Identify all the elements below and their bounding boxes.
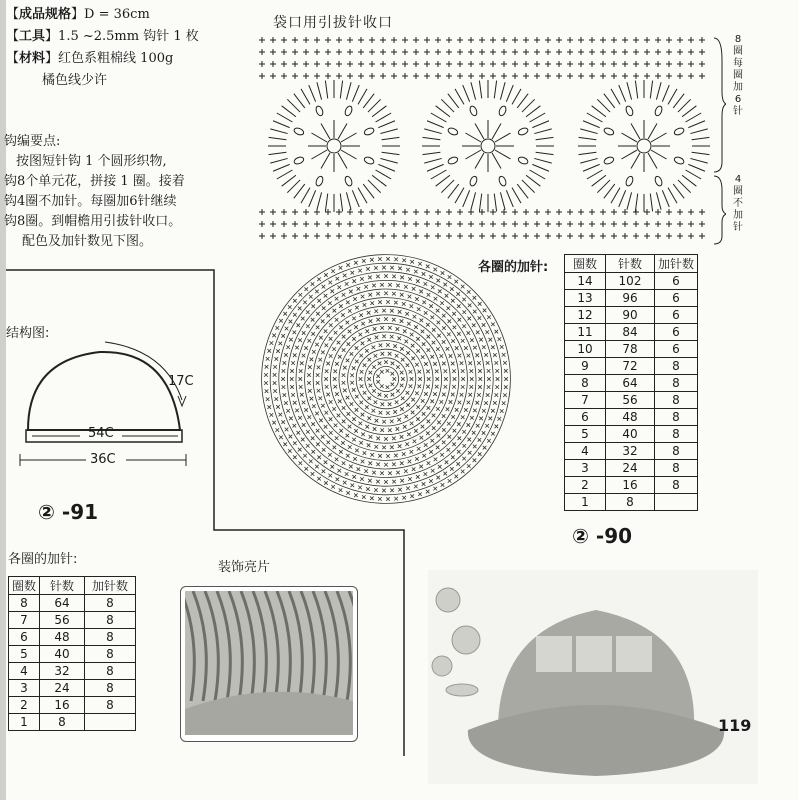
table-cell: 4	[565, 443, 606, 460]
table-row	[565, 307, 698, 324]
table-cell: 40	[40, 646, 85, 663]
table-cell: 5	[9, 646, 40, 663]
table-cell: 8	[85, 595, 136, 612]
table-cell: 8	[40, 714, 85, 731]
table-cell: 2	[9, 697, 40, 714]
table-row	[565, 460, 698, 477]
table-cell: 6	[565, 409, 606, 426]
table-cell: 24	[606, 460, 655, 477]
table-cell: 8	[85, 697, 136, 714]
table-row	[9, 680, 136, 697]
page-number: 119	[718, 716, 752, 735]
table-cell: 8	[85, 612, 136, 629]
table-cell: 8	[85, 680, 136, 697]
table-row	[565, 477, 698, 494]
project-number-91: ② -91	[38, 500, 99, 524]
hat-structure-diagram	[10, 330, 210, 470]
spec-material-extra: 橘色线少许	[42, 73, 108, 88]
label-4-rounds: 4圈不加针	[733, 174, 743, 233]
left-increase-table	[8, 576, 136, 731]
col-stitches: 针数	[40, 577, 85, 595]
table-row	[9, 629, 136, 646]
notes-line: 钩8个单元花，拼接 1 圈。接着	[4, 174, 185, 189]
hat-photo	[428, 570, 758, 784]
right-increase-title: 各圈的加针:	[478, 260, 549, 275]
table-row	[565, 290, 698, 307]
table-cell: 102	[606, 273, 655, 290]
dim-width: 36C	[90, 452, 116, 467]
table-header-row	[9, 577, 136, 595]
table-cell: 84	[606, 324, 655, 341]
left-increase-title: 各圈的加针:	[8, 552, 78, 567]
table-cell	[655, 494, 698, 511]
table-cell: 8	[655, 477, 698, 494]
table-cell: 8	[9, 595, 40, 612]
table-cell: 8	[606, 494, 655, 511]
table-cell: 6	[655, 273, 698, 290]
table-row	[9, 714, 136, 731]
table-cell: 56	[40, 612, 85, 629]
notes-line: 配色及加针数见下图。	[22, 234, 153, 249]
table-cell: 8	[655, 375, 698, 392]
table-row	[565, 443, 698, 460]
table-cell: 1	[565, 494, 606, 511]
table-cell	[85, 714, 136, 731]
table-row	[565, 494, 698, 511]
table-cell: 1	[9, 714, 40, 731]
project-number-90: ② -90	[572, 524, 633, 548]
table-row	[565, 375, 698, 392]
col-stitches: 针数	[606, 255, 655, 273]
table-row	[9, 612, 136, 629]
table-row	[9, 697, 136, 714]
table-row	[565, 409, 698, 426]
table-cell: 56	[606, 392, 655, 409]
col-increase: 加针数	[85, 577, 136, 595]
table-row	[565, 324, 698, 341]
table-cell: 8	[85, 663, 136, 680]
table-cell: 90	[606, 307, 655, 324]
table-cell: 5	[565, 426, 606, 443]
table-row	[9, 663, 136, 680]
table-cell: 2	[565, 477, 606, 494]
round-stitch-chart	[256, 248, 516, 510]
table-cell: 6	[655, 307, 698, 324]
table-row	[565, 358, 698, 375]
table-cell: 7	[9, 612, 40, 629]
table-cell: 10	[565, 341, 606, 358]
table-cell: 78	[606, 341, 655, 358]
table-cell: 9	[565, 358, 606, 375]
table-cell: 8	[655, 409, 698, 426]
table-cell: 48	[40, 629, 85, 646]
table-cell: 8	[655, 460, 698, 477]
table-cell: 48	[606, 409, 655, 426]
table-cell: 40	[606, 426, 655, 443]
table-cell: 72	[606, 358, 655, 375]
table-header-row	[565, 255, 698, 273]
table-cell: 8	[565, 375, 606, 392]
table-cell: 8	[655, 392, 698, 409]
table-cell: 6	[655, 324, 698, 341]
sequin-photo	[185, 591, 353, 735]
table-row	[9, 595, 136, 612]
table-cell: 6	[655, 290, 698, 307]
table-row	[565, 273, 698, 290]
table-cell: 3	[565, 460, 606, 477]
notes-line: 按图短针钩 1 个圆形织物,	[16, 154, 167, 169]
notes-line: 钩8圈。到帽檐用引拔针收口。	[4, 214, 182, 229]
dim-arc: 17C	[168, 374, 194, 389]
table-cell: 16	[40, 697, 85, 714]
spec-material: 【材料】红色系粗棉线 100g	[6, 51, 174, 66]
table-cell: 3	[9, 680, 40, 697]
table-cell: 4	[9, 663, 40, 680]
table-cell: 8	[655, 358, 698, 375]
col-round: 圈数	[565, 255, 606, 273]
table-row	[565, 392, 698, 409]
table-cell: 14	[565, 273, 606, 290]
col-increase: 加针数	[655, 255, 698, 273]
notes-line: 钩4圈不加针。每圈加6针继续	[4, 194, 177, 209]
table-cell: 12	[565, 307, 606, 324]
sequin-photo-frame	[180, 586, 358, 742]
table-cell: 7	[565, 392, 606, 409]
table-cell: 6	[655, 341, 698, 358]
table-cell: 16	[606, 477, 655, 494]
table-cell: 96	[606, 290, 655, 307]
table-cell: 64	[606, 375, 655, 392]
dim-circumference: 54C	[88, 426, 114, 441]
table-cell: 8	[655, 426, 698, 443]
table-cell: 6	[9, 629, 40, 646]
right-increase-table	[564, 254, 698, 511]
table-cell: 8	[655, 443, 698, 460]
spec-size: 【成品规格】D = 36cm	[6, 7, 150, 22]
label-8-rounds: 8圈每圈加6针	[733, 34, 743, 117]
table-cell: 13	[565, 290, 606, 307]
table-cell: 64	[40, 595, 85, 612]
col-round: 圈数	[9, 577, 40, 595]
table-cell: 8	[85, 629, 136, 646]
spec-tools: 【工具】1.5 ~2.5mm 钩针 1 枚	[6, 29, 199, 44]
top-diagram-title: 袋口用引拔针收口	[273, 15, 393, 31]
sequin-label: 装饰亮片	[218, 560, 271, 575]
table-row	[9, 646, 136, 663]
table-row	[565, 341, 698, 358]
table-cell: 32	[606, 443, 655, 460]
table-cell: 8	[85, 646, 136, 663]
table-row	[565, 426, 698, 443]
notes-heading: 钩编要点:	[4, 134, 61, 149]
table-cell: 24	[40, 680, 85, 697]
structure-label: 结构图:	[6, 326, 50, 341]
table-cell: 32	[40, 663, 85, 680]
table-cell: 11	[565, 324, 606, 341]
